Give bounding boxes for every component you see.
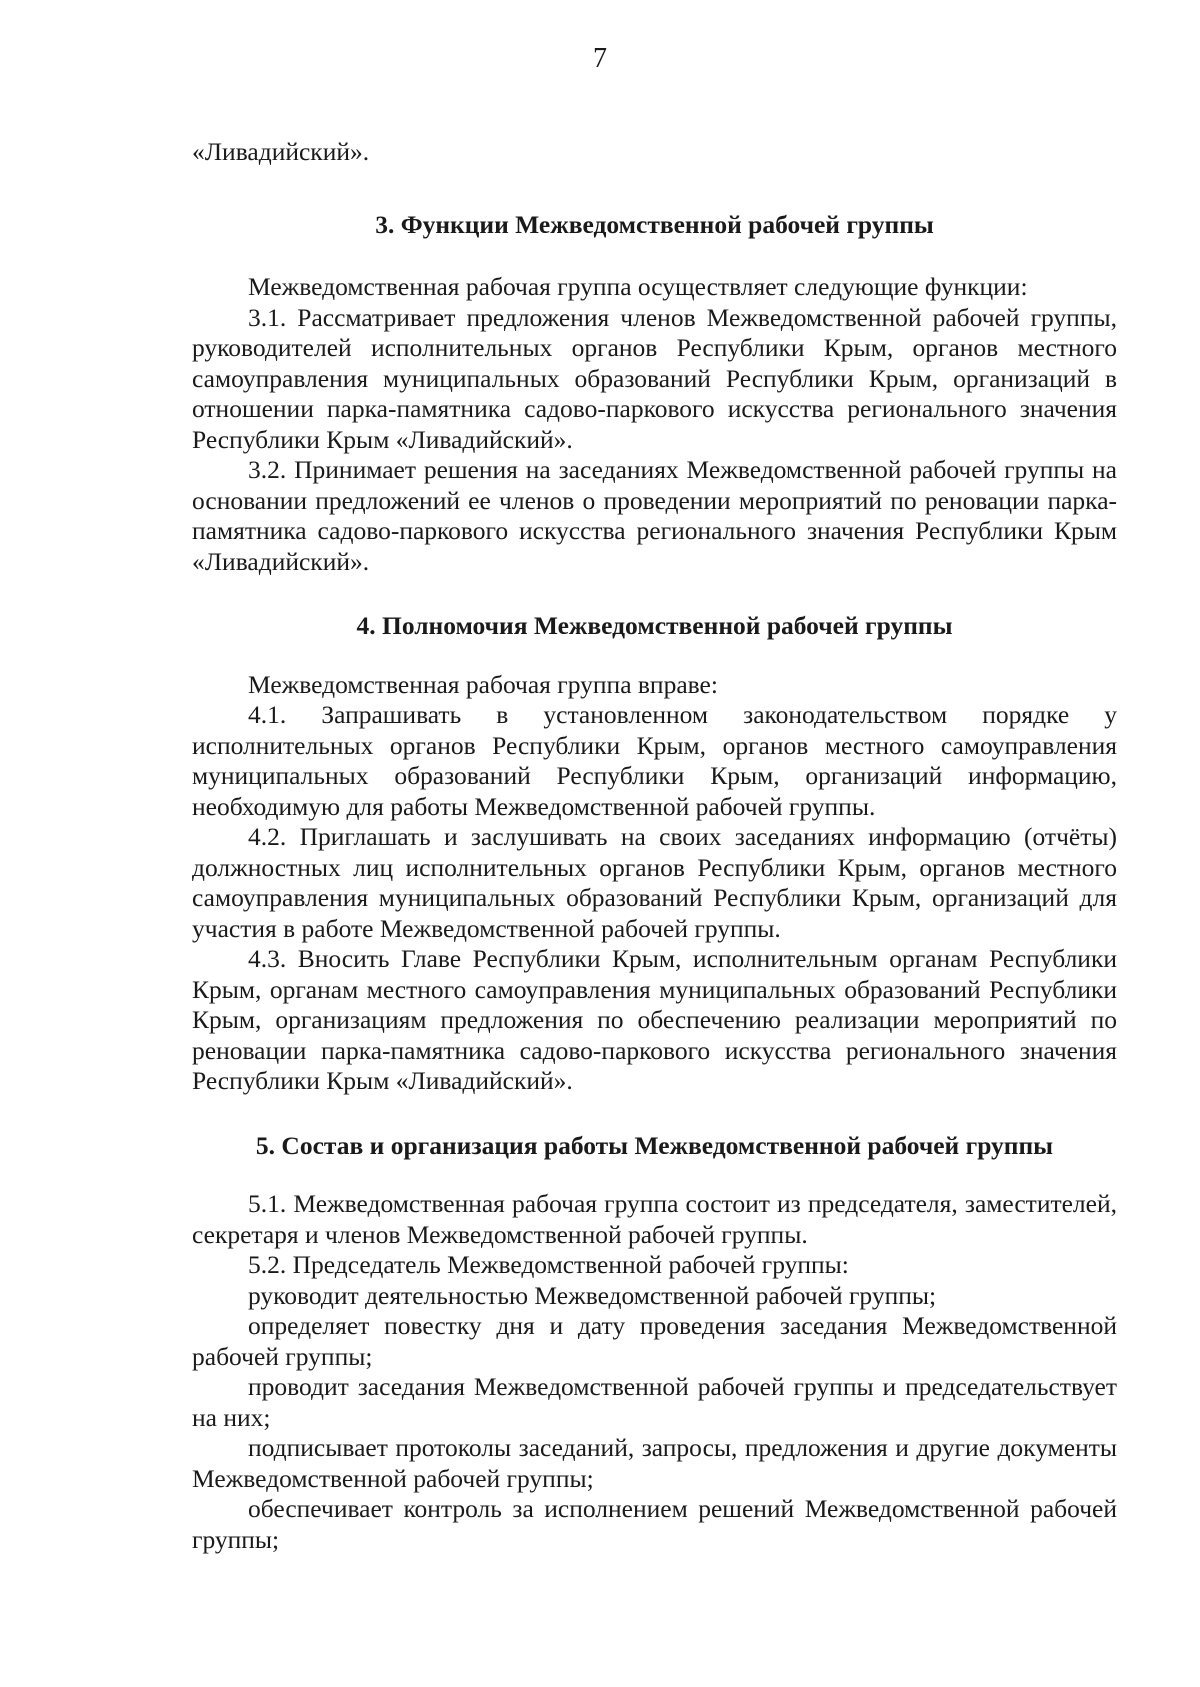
- section-3-heading: 3. Функции Межведомственной рабочей группы: [375, 209, 934, 239]
- section-3-item: 3.1. Рассматривает предложения членов Межведомственной рабочей группы, руководителей исполнительных органов Республики Крым, органов местного самоуправления муниципальных образований Республики Крым, организаций в отношении парка-памятника садово-паркового искусства регионального значения Республики Крым «Ливадийский».: [192, 302, 1117, 454]
- document-body: [192, 137, 1117, 1555]
- section-5-item: обеспечивает контроль за исполнением решений Межведомственной рабочей группы;: [192, 1494, 1117, 1554]
- section-4-item: 4.1. Запрашивать в установленном законодательством порядке у исполнительных органов Республики Крым, органов местного самоуправления муниципальных образований Республики Крым, организаций информацию, необходимую для работы Межведомственной рабочей группы.: [192, 700, 1117, 821]
- section-3-item: 3.2. Принимает решения на заседаниях Межведомственной рабочей группы на основании предложений ее членов о проведении мероприятий по реновации парка-памятника садово-паркового искусства регионального значения Республики Крым «Ливадийский».: [192, 455, 1117, 576]
- section-5-item: определяет повестку дня и дату проведения заседания Межведомственной рабочей группы;: [192, 1311, 1117, 1371]
- section-4-item: 4.3. Вносить Главе Республики Крым, исполнительным органам Республики Крым, органам местного самоуправления муниципальных образований Республики Крым, организациям предложения по обеспечению реализации мероприятий по реновации парка-памятника садово-паркового искусства регионального значения Республики Крым «Ливадийский».: [192, 944, 1117, 1095]
- section-5-heading: 5. Состав и организация работы Межведомственной рабочей группы: [255, 1130, 1054, 1160]
- section-3-lead: Межведомственная рабочая группа осуществляет следующие функции:: [248, 272, 1028, 301]
- section-4-item: 4.2. Приглашать и заслушивать на своих заседаниях информацию (отчёты) должностных лиц исполнительных органов Республики Крым, органов местного самоуправления муниципальных образований Республики Крым, организаций для участия в работе Межведомственной рабочей группы.: [192, 822, 1117, 943]
- section-5-item: руководит деятельностью Межведомственной рабочей группы;: [248, 1280, 937, 1310]
- section-5-item: 5.1. Межведомственная рабочая группа состоит из председателя, заместителей, секретаря и членов Межведомственной рабочей группы.: [192, 1189, 1117, 1249]
- section-5-item: проводит заседания Межведомственной рабочей группы и председательствует на них;: [192, 1372, 1117, 1432]
- section-4-heading: 4. Полномочия Межведомственной рабочей группы: [356, 611, 953, 640]
- section-5-item: подписывает протоколы заседаний, запросы, предложения и другие документы Межведомственной рабочей группы;: [192, 1433, 1117, 1493]
- section-4-lead: Межведомственная рабочая группа вправе:: [248, 669, 718, 699]
- section-5-item: 5.2. Председатель Межведомственной рабочей группы:: [248, 1250, 849, 1279]
- intro-line: «Ливадийский».: [192, 137, 370, 166]
- page-number: 7: [593, 43, 607, 74]
